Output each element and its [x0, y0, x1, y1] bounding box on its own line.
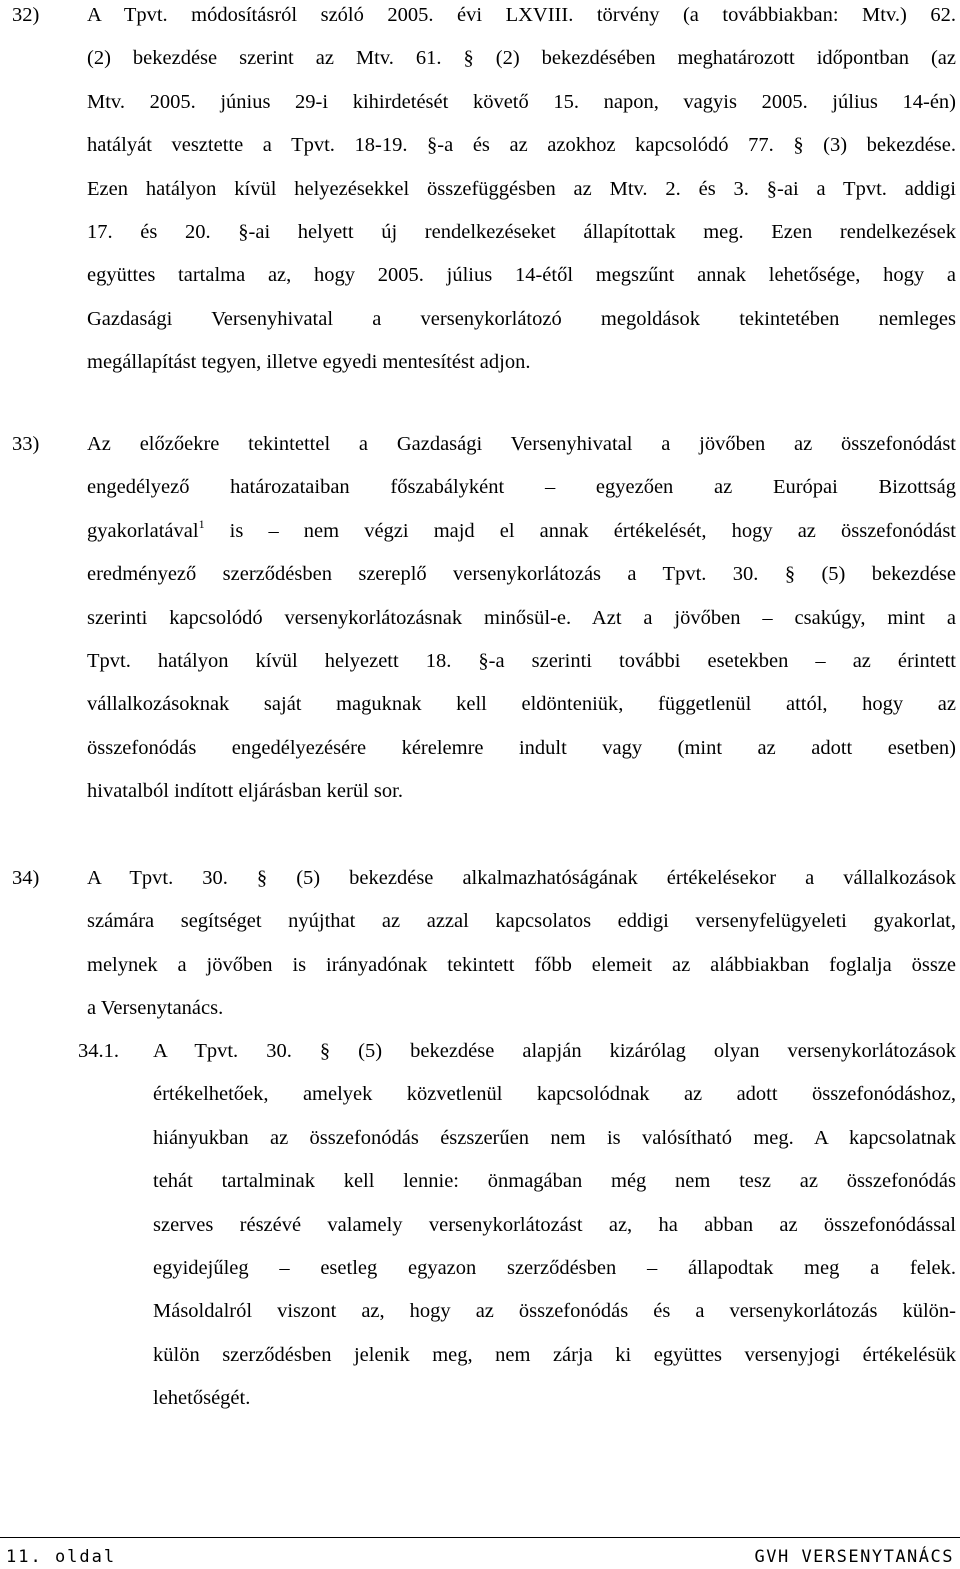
footnote-reference[interactable]: 1: [198, 516, 205, 531]
paragraph-33: [12, 423, 956, 814]
text-line: szerves részévé valamely versenykorlátozást az, ha abban az összefonódással: [153, 1213, 956, 1236]
text-line: megállapítást tegyen, illetve egyedi mentesítést adjon.: [87, 351, 531, 374]
paragraph-body: [87, 857, 956, 1031]
text-line: hatályát vesztette a Tpvt. 18-19. §-a és az azokhoz kapcsolódó 77. § (3) bekezdése.: [87, 134, 956, 157]
text-line: tehát tartalminak kell lennie: önmagában még nem tesz az összefonódás: [153, 1170, 956, 1193]
subparagraph-34-1: [78, 1030, 956, 1421]
text-fragment: gyakorlatával: [87, 519, 199, 542]
text-line: A Tpvt. 30. § (5) bekezdése alapján kizárólag olyan versenykorlátozások: [153, 1040, 956, 1062]
text-line: a Versenytanács.: [87, 997, 224, 1020]
footer-organization: GVH VERSENYTANÁCS: [754, 1547, 954, 1567]
subparagraph-body: [153, 1030, 956, 1421]
text-line: együttes tartalma az, hogy 2005. július 14-étől megszűnt annak lehetősége, hogy a: [87, 264, 956, 287]
text-line: összefonódás engedélyezésére kérelemre indult vagy (mint az adott esetben): [87, 736, 956, 759]
text-line: egyidejűleg – esetleg egyazon szerződésben – állapodtak meg a felek.: [153, 1257, 956, 1280]
paragraph-32: [12, 0, 956, 385]
text-line: vállalkozásoknak saját maguknak kell eldönteniük, függetlenül attól, hogy az: [87, 693, 956, 716]
subparagraph-number: 34.1.: [78, 1040, 119, 1062]
text-line: A Tpvt. 30. § (5) bekezdése alkalmazhatóságának értékelésekor a vállalkozások: [87, 867, 956, 889]
text-line: hivatalból indított eljárásban kerül sor.: [87, 780, 403, 803]
text-line-with-footnote: [87, 510, 956, 553]
text-line: Másoldalról viszont az, hogy az összefonódás és a versenykorlátozás külön-: [153, 1300, 956, 1323]
text-line: engedélyező határozataiban főszabályként – egyezően az Európai Bizottság: [87, 476, 956, 499]
text-line: értékelhetőek, amelyek közvetlenül kapcsolódnak az adott összefonódáshoz,: [153, 1083, 956, 1106]
text-line: melynek a jövőben is irányadónak tekintett főbb elemeit az alábbiakban foglalja össze: [87, 953, 956, 976]
paragraph-body: [87, 0, 956, 385]
paragraph-number: 32): [12, 4, 40, 26]
text-line: 17. és 20. §-ai helyett új rendelkezéseket állapítottak meg. Ezen rendelkezések: [87, 221, 956, 244]
text-line: szerinti kapcsolódó versenykorlátozásnak minősül-e. Azt a jövőben – csakúgy, mint a: [87, 606, 956, 629]
paragraph-body: [87, 423, 956, 814]
text-line: A Tpvt. módosításról szóló 2005. évi LXVIII. törvény (a továbbiakban: Mtv.) 62.: [87, 4, 956, 26]
text-line: külön szerződésben jelenik meg, nem zárja ki együttes versenyjogi értékelésük: [153, 1343, 956, 1366]
text-line: számára segítséget nyújthat az azzal kapcsolatos eddigi versenyfelügyeleti gyakorlat,: [87, 910, 956, 933]
paragraph-number: 33): [12, 433, 40, 455]
paragraph-number: 34): [12, 867, 40, 889]
paragraph-34: [12, 857, 956, 1031]
text-line: Ezen hatályon kívül helyezésekkel összefüggésben az Mtv. 2. és 3. §-ai a Tpvt. addigi: [87, 177, 956, 200]
text-line: Az előzőekre tekintettel a Gazdasági Versenyhivatal a jövőben az összefonódást: [87, 433, 956, 455]
footer-divider: [0, 1537, 960, 1538]
text-line: Tpvt. hatályon kívül helyezett 18. §-a szerinti további esetekben – az érintett: [87, 650, 956, 673]
footer-page-number: 11. oldal: [6, 1547, 117, 1567]
text-line: hiányukban az összefonódás észszerűen nem is valósítható meg. A kapcsolatnak: [153, 1126, 956, 1149]
text-line: Mtv. 2005. június 29-i kihirdetését követő 15. napon, vagyis 2005. július 14-én): [87, 90, 956, 113]
text-line: lehetőségét.: [153, 1387, 251, 1410]
text-line: eredményező szerződésben szereplő versenykorlátozás a Tpvt. 30. § (5) bekezdése: [87, 563, 956, 586]
text-fragment: is – nem végzi majd el annak értékelését, hogy az összefonódást: [229, 519, 956, 542]
text-line: Gazdasági Versenyhivatal a versenykorlátozó megoldások tekintetében nemleges: [87, 307, 956, 330]
text-line: (2) bekezdése szerint az Mtv. 61. § (2) bekezdésében meghatározott időpontban (az: [87, 47, 956, 70]
